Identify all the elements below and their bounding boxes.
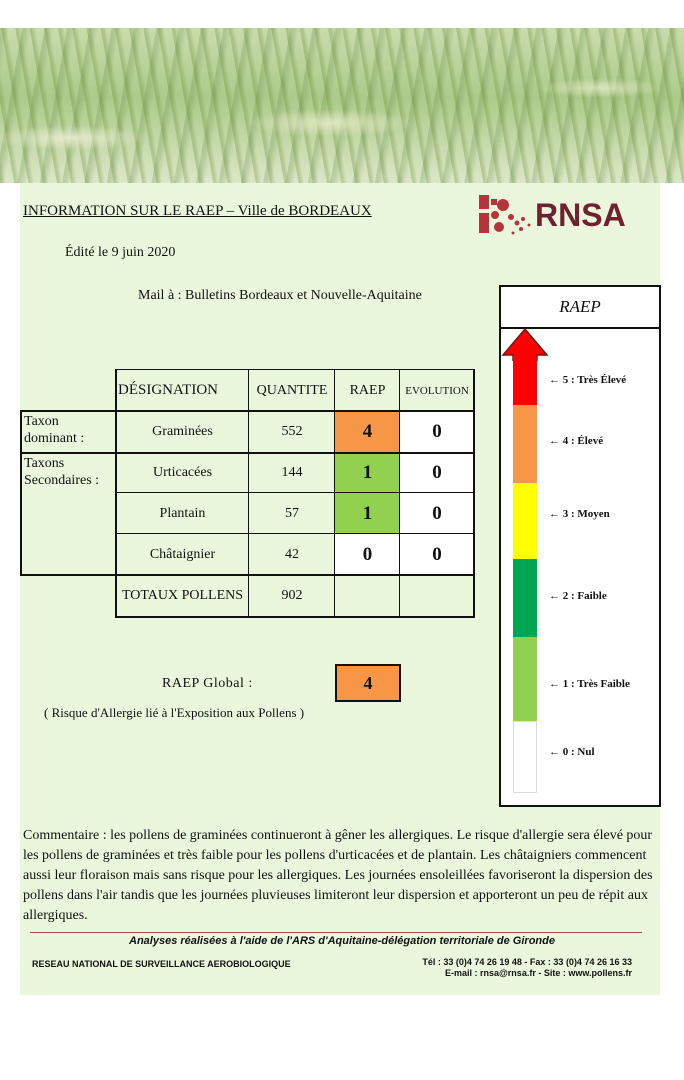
- commentary-text: Commentaire : les pollens de graminées continueront à gêner les allergiques. Le risque d'allergie sera élevé pour les pollens de graminées et très faible pour les pollens d'urticacées et de plantain. Les châtaigniers commencent aussi leur floraison mais sans risque pour les allergiques. Les journées ensoleillées favoriseront la dispersion des pollens dans l'air tandis que les journées pluvieuses limiteront leur dispersion et apporteront un peu de répit aux allergiques.: [23, 828, 653, 923]
- scale-label-2: ← 2 : Faible: [549, 590, 607, 602]
- scale-label-3: ← 3 : Moyen: [549, 508, 610, 520]
- scale-level-3: [513, 483, 537, 559]
- raep-scale: [499, 285, 661, 807]
- footer-divider: [30, 932, 642, 933]
- grass-banner-image: [0, 28, 684, 183]
- row-raep: 1: [335, 493, 400, 534]
- scale-level-0: [513, 721, 537, 793]
- row-name: Plantain: [159, 505, 206, 521]
- scale-label-1: ← 1 : Très Faible: [549, 678, 630, 690]
- header-evolution: EVOLUTION: [405, 384, 469, 397]
- raep-scale-title: RAEP: [501, 287, 659, 329]
- row-name: Graminées: [152, 423, 213, 439]
- mail-recipients: Mail à : Bulletins Bordeaux et Nouvelle-Aquitaine: [138, 288, 422, 303]
- rnsa-logo-text: RNSA: [535, 197, 626, 233]
- contact-info: [414, 957, 632, 979]
- scale-level-1: [513, 637, 537, 721]
- raep-definition-note: ( Risque d'Allergie lié à l'Exposition aux Pollens ): [44, 705, 305, 720]
- total-label: TOTAUX POLLENS: [121, 587, 244, 603]
- scale-level-2: [513, 559, 537, 637]
- raep-global-value: 4: [335, 664, 401, 702]
- taxons-secondary-label: Taxons Secondaires :: [24, 456, 100, 488]
- page-title: INFORMATION SUR LE RAEP – Ville de BORDEAUX: [23, 203, 372, 219]
- arrow-up-icon: [501, 327, 553, 361]
- row-evolution: 0: [400, 493, 474, 534]
- row-raep: 1: [335, 452, 400, 493]
- row-quantity: 552: [281, 423, 303, 439]
- header-quantity: QUANTITE: [256, 382, 328, 398]
- row-quantity: 57: [285, 505, 299, 521]
- scale-label-5: ← 5 : Très Élevé: [549, 374, 627, 386]
- row-raep: 4: [335, 411, 400, 452]
- raep-global-label: RAEP Global :: [162, 676, 253, 691]
- row-name: Châtaignier: [149, 546, 216, 562]
- row-name: Urticacées: [152, 464, 213, 480]
- taxon-dominant-label: Taxon dominant :: [24, 414, 85, 446]
- row-quantity: 42: [285, 546, 299, 562]
- edition-date: Édité le 9 juin 2020: [65, 245, 176, 260]
- analyses-credit: Analyses réalisées à l'aide de l'ARS d'Aquitaine-délégation territoriale de Gironde: [129, 935, 555, 947]
- network-name: RESEAU NATIONAL DE SURVEILLANCE AEROBIOLOGIQUE: [32, 959, 291, 969]
- row-raep: 0: [335, 534, 400, 575]
- rnsa-logo-mark-icon: [477, 193, 535, 241]
- scale-label-0: ← 0 : Nul: [549, 746, 595, 758]
- row-evolution: 0: [400, 411, 474, 452]
- row-evolution: 0: [400, 534, 474, 575]
- row-quantity: 144: [281, 464, 303, 480]
- row-evolution: 0: [400, 452, 474, 493]
- header-designation: DÉSIGNATION: [118, 382, 218, 398]
- scale-level-4: [513, 405, 537, 483]
- scale-label-4: ← 4 : Élevé: [549, 435, 604, 447]
- header-raep: RAEP: [349, 382, 386, 398]
- total-quantity: 902: [281, 587, 303, 603]
- scale-level-5: [513, 357, 537, 405]
- contact-email: E-mail : rnsa@rnsa.fr - Site : www.pollens.fr: [445, 968, 632, 978]
- contact-phone: Tél : 33 (0)4 74 26 19 48 - Fax : 33 (0)4 74 26 16 33: [422, 957, 632, 967]
- rnsa-logo: [477, 193, 652, 241]
